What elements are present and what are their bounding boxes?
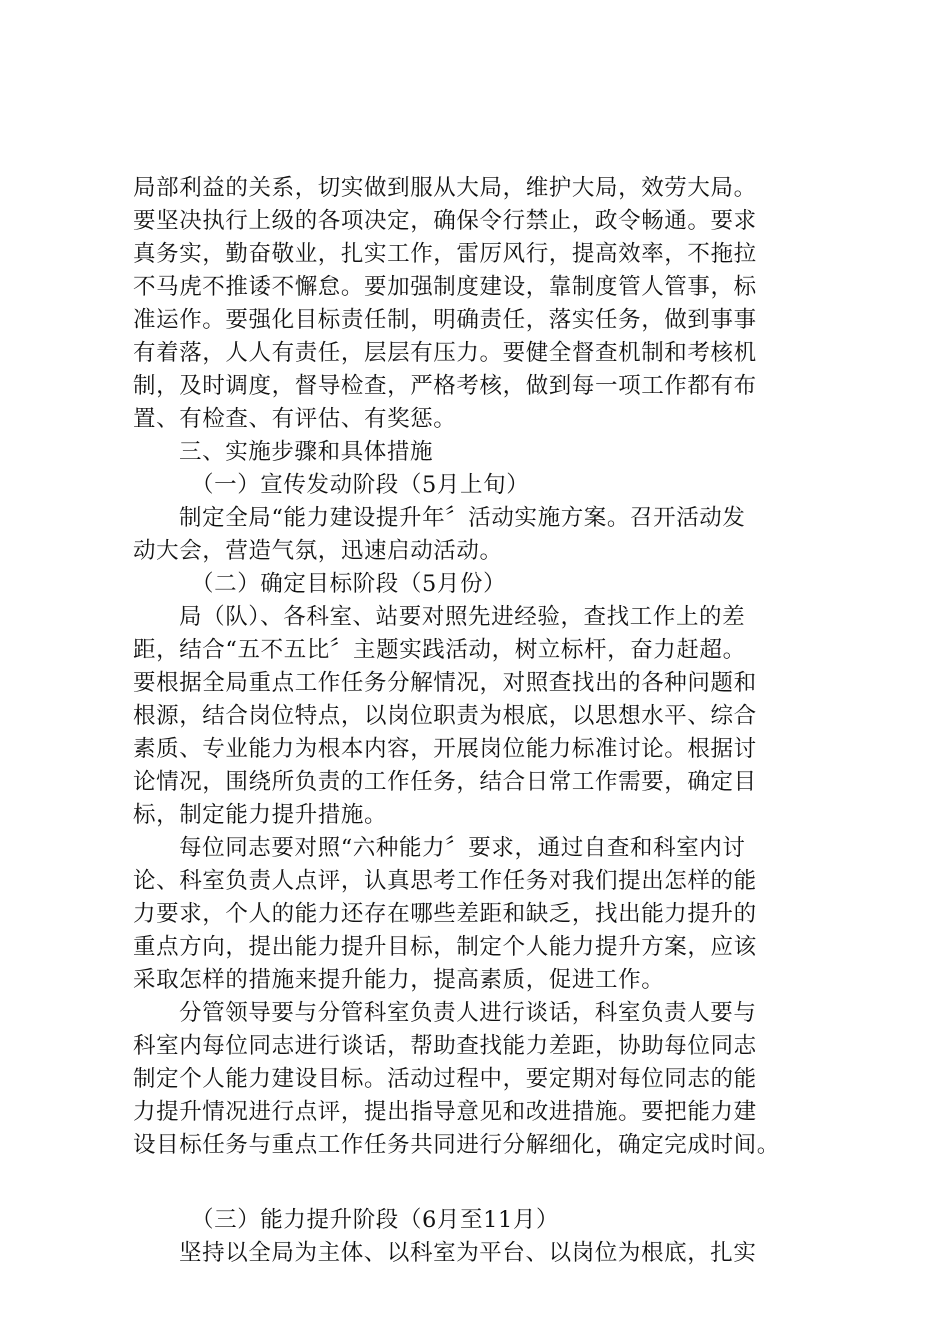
section-heading: 三、实施步骤和具体措施 [179, 439, 434, 465]
body-line: 距，结合“五不五比〞主题实践活动，树立标杆，奋力赶超。 [133, 637, 746, 663]
document-body [133, 172, 823, 1270]
paragraph-first-line: 分管领导要与分管科室负责人进行谈话，科室负责人要与 [179, 1000, 757, 1026]
body-line: 准运作。要强化目标责任制，明确责任，落实任务，做到事事 [133, 307, 757, 333]
body-line: 设目标任务与重点工作任务共同进行分解细化，确定完成时间。 [133, 1132, 780, 1158]
body-line: 力提升情况进行点评，提出指导意见和改进措施。要把能力建 [133, 1099, 757, 1125]
body-line: 根源，结合岗位特点，以岗位职责为根底，以思想水平、综合 [133, 703, 757, 729]
paragraph-first-line: 坚持以全局为主体、以科室为平台、以岗位为根底，扎实 [179, 1240, 757, 1266]
paragraph-gap [133, 1162, 823, 1204]
body-line: 不马虎不推诿不懈怠。要加强制度建设，靠制度管人管事，标 [133, 274, 757, 300]
subsection-heading: （一）宣传发动阶段（5月上旬） [191, 472, 530, 498]
body-line: 素质、专业能力为根本内容，开展岗位能力标准讨论。根据讨 [133, 736, 757, 762]
body-line: 要坚决执行上级的各项决定，确保令行禁止，政令畅通。要求 [133, 208, 757, 234]
body-line: 真务实，勤奋敬业，扎实工作，雷厉风行，提高效率，不拖拉 [133, 241, 757, 267]
body-line: 局部利益的关系，切实做到服从大局，维护大局，效劳大局。 [133, 175, 757, 201]
body-line: 制定个人能力建设目标。活动过程中，要定期对每位同志的能 [133, 1066, 757, 1092]
body-line: 采取怎样的措施来提升能力，提高素质，促进工作。 [133, 967, 665, 993]
subsection-heading: （三）能力提升阶段（6月至11月） [191, 1207, 560, 1233]
subsection-heading: （二）确定目标阶段（5月份） [191, 571, 507, 597]
paragraph-first-line: 每位同志要对照“六种能力〞要求，通过自查和科室内讨 [179, 835, 746, 861]
paragraph-first-line: 局（队）、各科室、站要对照先进经验，查找工作上的差 [179, 604, 746, 630]
paragraph-first-line: 制定全局“能力建设提升年〞活动实施方案。召开活动发 [179, 505, 746, 531]
body-line: 力要求，个人的能力还存在哪些差距和缺乏，找出能力提升的 [133, 901, 757, 927]
body-line: 动大会，营造气氛，迅速启动活动。 [133, 538, 503, 564]
body-line: 标，制定能力提升措施。 [133, 802, 388, 828]
body-line: 置、有检查、有评估、有奖惩。 [133, 406, 457, 432]
body-line: 论、科室负责人点评，认真思考工作任务对我们提出怎样的能 [133, 868, 757, 894]
body-line: 重点方向，提出能力提升目标，制定个人能力提升方案，应该 [133, 934, 757, 960]
body-line: 制，及时调度，督导检查，严格考核，做到每一项工作都有布 [133, 373, 757, 399]
body-line: 要根据全局重点工作任务分解情况，对照查找出的各种问题和 [133, 670, 757, 696]
body-line: 论情况，围绕所负责的工作任务，结合日常工作需要，确定目 [133, 769, 757, 795]
body-line: 科室内每位同志进行谈话，帮助查找能力差距，协助每位同志 [133, 1033, 757, 1059]
body-line: 有着落，人人有责任，层层有压力。要健全督查机制和考核机 [133, 340, 757, 366]
